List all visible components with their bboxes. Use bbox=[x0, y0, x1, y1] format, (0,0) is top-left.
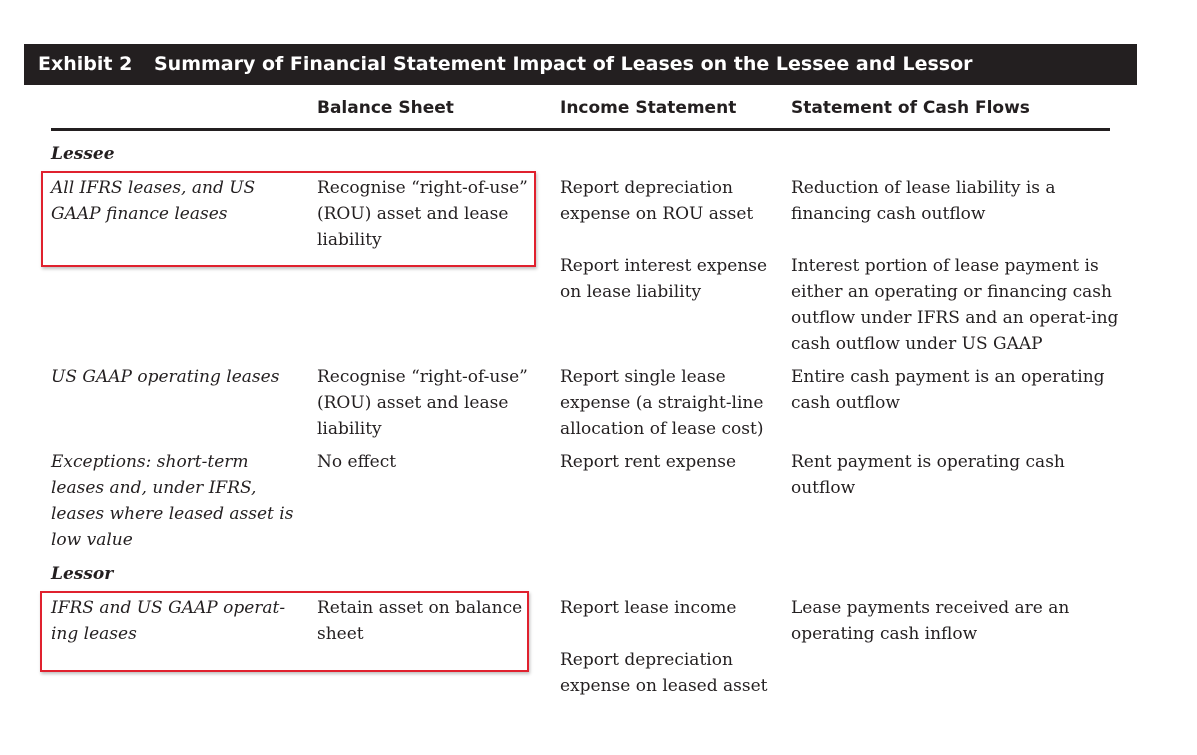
highlight-box-lessor-operating bbox=[40, 591, 529, 672]
header-rule bbox=[51, 128, 1110, 131]
row-balance-sheet: Recognise “right-of-use” (ROU) asset and lease liability bbox=[317, 367, 528, 439]
row-income-statement: Report lease income bbox=[560, 598, 737, 618]
row-type-us-gaap-operating: US GAAP operating leases bbox=[51, 367, 280, 387]
row-cash-flows: Lease payments received are an operating cash inflow bbox=[791, 598, 1070, 644]
row-cash-flows: Interest portion of lease payment is either an operating or financing cash outflow under IFRS and an operat-ing cash outflow under US GAAP bbox=[791, 256, 1119, 354]
row-income-statement: Report rent expense bbox=[560, 452, 737, 472]
column-header-income-statement: Income Statement bbox=[560, 98, 737, 118]
column-header-balance-sheet: Balance Sheet bbox=[317, 98, 454, 118]
row-balance-sheet: No effect bbox=[317, 452, 397, 472]
row-balance-sheet: Recognise “right-of-use” (ROU) asset and lease liability bbox=[317, 178, 528, 250]
row-type-exceptions: Exceptions: short-term leases and, under IFRS, leases where leased asset is low value bbox=[51, 452, 294, 550]
exhibit-header bbox=[24, 44, 1137, 85]
column-header-cash-flows: Statement of Cash Flows bbox=[791, 98, 1030, 118]
row-income-statement: Report single lease expense (a straight-line allocation of lease cost) bbox=[560, 367, 764, 439]
row-cash-flows: Reduction of lease liability is a financing cash outflow bbox=[791, 178, 1056, 224]
row-cash-flows: Rent payment is operating cash outflow bbox=[791, 452, 1065, 498]
row-cash-flows: Entire cash payment is an operating cash outflow bbox=[791, 367, 1105, 413]
row-balance-sheet: Retain asset on balance sheet bbox=[317, 598, 523, 644]
exhibit-title: Summary of Financial Statement Impact of Leases on the Lessee and Lessor bbox=[154, 53, 973, 75]
row-income-statement: Report depreciation expense on leased asset bbox=[560, 650, 768, 696]
exhibit-label: Exhibit 2 bbox=[38, 53, 133, 75]
row-type-ifrs-finance: All IFRS leases, and US GAAP finance leases bbox=[51, 178, 256, 224]
section-label-lessor: Lessor bbox=[51, 564, 114, 584]
row-income-statement: Report interest expense on lease liability bbox=[560, 256, 768, 302]
row-income-statement: Report depreciation expense on ROU asset bbox=[560, 178, 754, 224]
highlight-box-lessee-finance bbox=[41, 171, 536, 267]
section-label-lessee: Lessee bbox=[51, 144, 115, 164]
row-type-lessor-operating: IFRS and US GAAP operat-ing leases bbox=[51, 598, 286, 644]
